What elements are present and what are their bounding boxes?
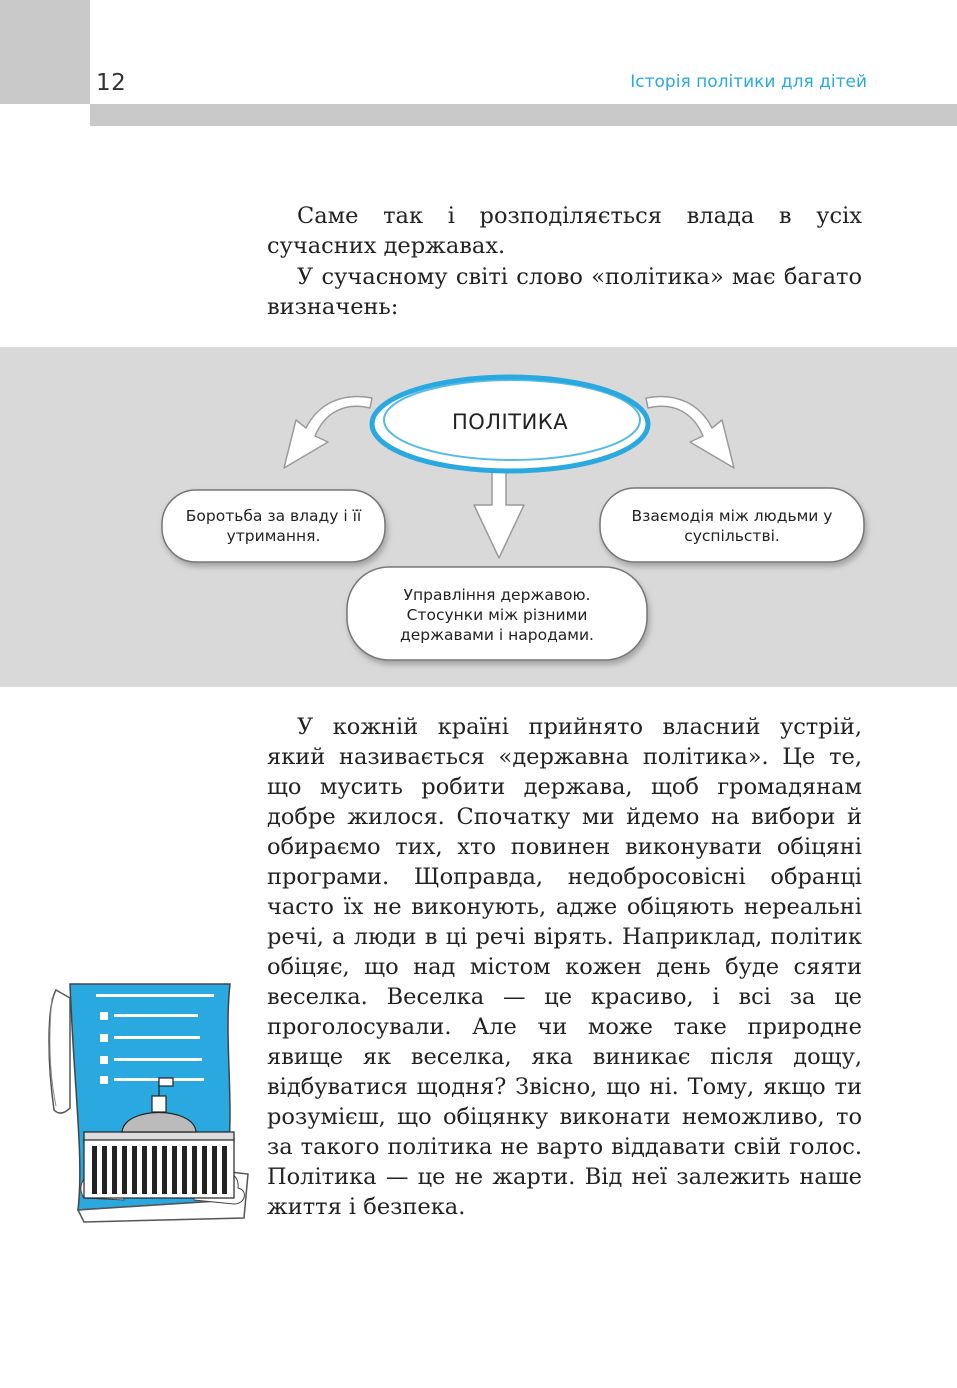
paragraph-definitions: У сучасному світі слово «політика» має багато визначень:	[267, 264, 862, 320]
diagram-box-bottom-text: Управління державою. Стосунки між різними державами і народами.	[400, 586, 594, 644]
running-title: Історія політики для дітей	[630, 72, 867, 92]
paragraph-intro: Саме так і розподіляється влада в усіх сучасних державах.	[267, 203, 862, 259]
arrow-left-icon	[284, 396, 372, 468]
parliament-scroll-icon	[44, 978, 259, 1228]
arrow-right-icon	[646, 396, 734, 468]
diagram-box-right-text: Взаємодія між людьми у суспільстві.	[631, 507, 833, 545]
arrow-down-icon	[474, 470, 524, 558]
diagram-center-label: ПОЛІТИКА	[451, 410, 569, 434]
diagram-box-left-text: Боротьба за владу і її утримання.	[185, 507, 362, 545]
paragraph-state-policy: У кожній країні прийнято власний устрій, який називається «державна політика». Це те, що мусить робити держава, щоб громадянам добре жилося. Спочатку ми йдемо на вибори й обираємо тих, хто повинен виконувати обіцяні програми. Щоправда, недобросовісні обранці часто їх не виконують, адже обіцяють нереальні речі, а люди в ці речі вірять. Наприклад, політик обіцяє, що над містом кожен день буде сяяти веселка. Веселка — це красиво, і всі за це проголосували. Але чи може таке природне явище як веселка, яка виникає після дощу, відбуватися щодня? Звісно, що ні. Тому, якщо ти розумієш, що обіцянку виконати неможливо, то за такого політика не варто віддавати свій голос. Політика — це не жарти. Від неї залежить наше життя і безпека.	[267, 714, 862, 1220]
page-number: 12	[96, 70, 127, 96]
